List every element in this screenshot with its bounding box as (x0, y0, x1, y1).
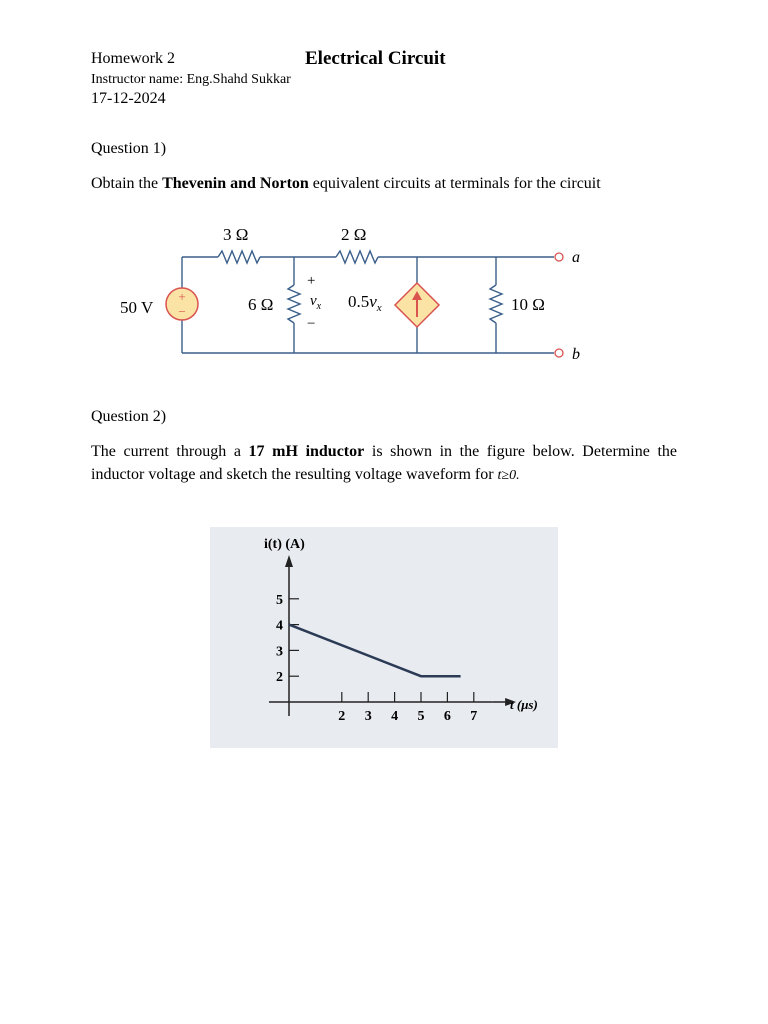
resistor-6-ohm (288, 285, 300, 323)
y-tick-label: 4 (276, 618, 283, 634)
chart-background (210, 527, 558, 748)
circuit-diagram (110, 215, 600, 385)
terminal-b-node (555, 349, 563, 357)
terminal-a-label: a (572, 249, 580, 266)
x-tick-label: 3 (364, 709, 372, 724)
source-label: 50 V (120, 298, 154, 317)
dependent-source-label: $0.5v_x$ (348, 292, 382, 314)
question1-text: Obtain the Thevenin and Norton equivalent circuits at terminals for the circuit (91, 175, 601, 192)
question1-heading: Question 1) (91, 140, 167, 157)
resistor-10-ohm (490, 285, 502, 323)
x-tick-label: 7 (470, 709, 478, 724)
resistor-2-ohm (336, 251, 378, 263)
question2-bold: 17 mH inductor (248, 443, 365, 460)
course-title: Electrical Circuit (305, 48, 446, 69)
x-tick-label: 2 (338, 709, 346, 724)
vx-plus: + (307, 273, 316, 289)
y-axis-label: i(t) (A) (264, 537, 305, 552)
terminal-a-node (555, 253, 563, 261)
x-tick-label: 4 (391, 709, 399, 724)
svg-text:+: + (178, 289, 186, 304)
instructor-name: Instructor name: Eng.Shahd Sukkar (91, 72, 291, 87)
y-tick-label: 5 (276, 592, 283, 608)
date: 17-12-2024 (91, 90, 166, 107)
r3-label: 6 Ω (248, 295, 274, 314)
svg-text:−: − (178, 304, 186, 319)
vx-label: $v_x$ (310, 293, 322, 312)
x-tick-label: 6 (443, 709, 451, 724)
question2-text: The current through a 17 mH inductor is shown in the figure below. Determine the inductor voltage and sketch the resulting voltage waveform for t≥0. (91, 443, 678, 483)
time-condition: t≥0. (497, 468, 520, 483)
x-axis-label: t (μs) (510, 697, 538, 712)
r2-label: 2 Ω (341, 225, 367, 244)
y-tick-label: 3 (276, 644, 283, 660)
current-chart (210, 527, 558, 748)
terminal-b-label: b (572, 346, 580, 363)
question1-bold: Thevenin and Norton (162, 175, 309, 192)
homework-label: Homework 2 (91, 50, 175, 67)
resistor-3-ohm (218, 251, 260, 263)
question2-heading: Question 2) (91, 408, 167, 425)
x-tick-label: 5 (417, 709, 425, 724)
y-tick-label: 2 (276, 670, 283, 686)
vx-minus: − (307, 316, 316, 332)
r1-label: 3 Ω (223, 225, 249, 244)
r4-label: 10 Ω (511, 295, 545, 314)
